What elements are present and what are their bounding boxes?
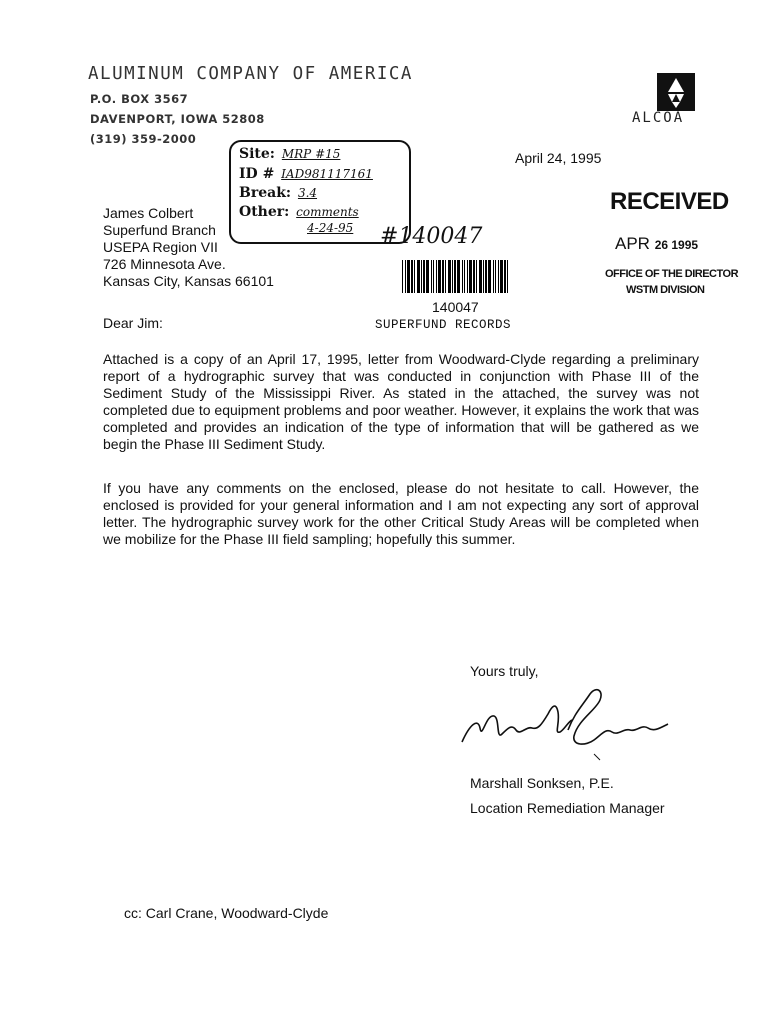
- stamp-other-date: 4-24-95: [307, 221, 354, 235]
- closing: Yours truly,: [470, 663, 539, 679]
- recipient-region: USEPA Region VII: [103, 239, 218, 255]
- alcoa-logo-icon: [657, 73, 695, 111]
- signer-title: Location Remediation Manager: [470, 800, 665, 816]
- body-paragraph-1: Attached is a copy of an April 17, 1995, letter from Woodward-Clyde regarding a preliminary report of a hydrographic survey that was conducted in conjunction with Phase III of the Sediment Study of the Mississippi River. As stated in the attached, the survey was not completed due to equipment problems and poor weather. However, it explains the work that was completed and provides an indication of the type of information that will be gathered as we begin the Phase III Sediment Study.: [103, 351, 699, 452]
- received-stamp-title: RECEIVED: [610, 188, 729, 215]
- stamp-break-label: Break:: [239, 185, 292, 201]
- po-box: P.O. BOX 3567: [90, 92, 189, 106]
- stamp-other-value: comments: [296, 205, 359, 219]
- signature-icon: [456, 684, 682, 764]
- letter-date: April 24, 1995: [515, 150, 602, 166]
- logo-wordmark: ALCOA: [632, 110, 685, 126]
- body-paragraph-2: If you have any comments on the enclosed, please do not hesitate to call. However, the enclosed is provided for your general information and I am not expecting any sort of approval letter. The hydrographic survey work for the other Critical Study Areas will be completed when we mobilize for the Phase III field sampling; hopefully this summer.: [103, 480, 699, 547]
- barcode-icon: [402, 260, 510, 293]
- recipient-name: James Colbert: [103, 205, 194, 221]
- stamp-other-label: Other:: [239, 204, 290, 220]
- stamp-site-value: MRP #15: [281, 147, 341, 161]
- signer-name: Marshall Sonksen, P.E.: [470, 775, 614, 791]
- stamp-break-value: 3.4: [297, 186, 318, 200]
- salutation: Dear Jim:: [103, 315, 163, 331]
- recipient-address: [103, 205, 274, 290]
- company-city: DAVENPORT, IOWA 52808: [90, 112, 265, 126]
- received-month: APR: [615, 234, 650, 253]
- company-phone: (319) 359-2000: [90, 132, 197, 146]
- handwritten-document-number: #140047: [380, 224, 483, 249]
- received-day-year: 26 1995: [654, 238, 699, 252]
- stamp-id-value: IAD981117161: [281, 167, 373, 181]
- recipient-street: 726 Minnesota Ave.: [103, 256, 226, 272]
- recipient-city: Kansas City, Kansas 66101: [103, 273, 274, 289]
- superfund-records-label: SUPERFUND RECORDS: [375, 318, 512, 332]
- barcode-number: 140047: [432, 299, 479, 315]
- cc-line: cc: Carl Crane, Woodward-Clyde: [124, 905, 329, 921]
- stamp-id-label: ID #: [239, 166, 275, 182]
- received-office: OFFICE OF THE DIRECTOR: [605, 268, 739, 280]
- stamp-site-label: Site:: [239, 146, 275, 162]
- company-name: ALUMINUM COMPANY OF AMERICA: [88, 64, 413, 84]
- received-division: WSTM DIVISION: [626, 284, 705, 296]
- recipient-branch: Superfund Branch: [103, 222, 216, 238]
- received-stamp-date: [615, 234, 698, 254]
